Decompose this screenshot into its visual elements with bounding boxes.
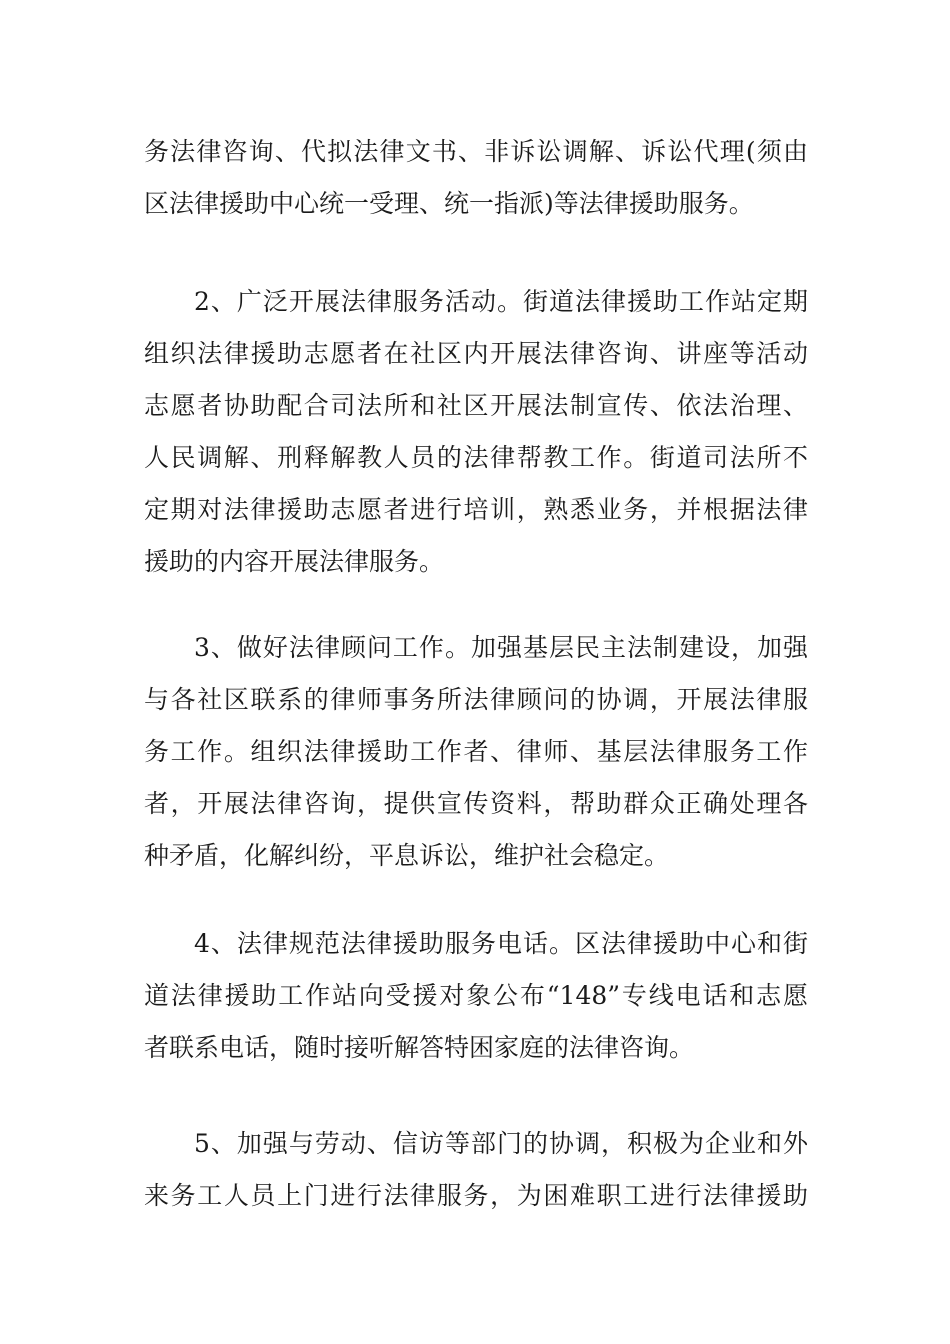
paragraph-line: 务工作。组织法律援助工作者、律师、基层法律服务工作 <box>144 737 808 766</box>
paragraph-line: 援助的内容开展法律服务。 <box>144 547 445 576</box>
paragraph-line: 4、法律规范法律援助服务电话。区法律援助中心和街 <box>194 929 808 958</box>
paragraph-line: 5、加强与劳动、信访等部门的协调，积极为企业和外 <box>194 1129 808 1158</box>
paragraph-line: 3、做好法律顾问工作。加强基层民主法制建设，加强 <box>194 633 808 662</box>
paragraph-line: 来务工人员上门进行法律服务，为困难职工进行法律援助 <box>144 1181 808 1210</box>
paragraph-5 <box>144 1118 808 1222</box>
paragraph-line: 与各社区联系的律师事务所法律顾问的协调，开展法律服 <box>144 685 808 714</box>
paragraph-line: 者联系电话，随时接听解答特困家庭的法律咨询。 <box>144 1033 695 1062</box>
paragraph-line: 人民调解、刑释解教人员的法律帮教工作。街道司法所不 <box>144 443 808 472</box>
paragraph-4 <box>144 918 808 1074</box>
paragraph-line: 志愿者协助配合司法所和社区开展法制宣传、依法治理、 <box>144 391 808 420</box>
paragraph-line: 定期对法律援助志愿者进行培训，熟悉业务，并根据法律 <box>144 495 808 524</box>
paragraph-line: 道法律援助工作站向受援对象公布“148”专线电话和志愿 <box>144 981 808 1010</box>
paragraph-line: 者，开展法律咨询，提供宣传资料，帮助群众正确处理各 <box>144 789 808 818</box>
paragraph-line: 2、广泛开展法律服务活动。街道法律援助工作站定期 <box>194 287 808 316</box>
paragraph-2 <box>144 276 808 588</box>
paragraph-1 <box>144 126 808 230</box>
paragraph-3 <box>144 622 808 882</box>
paragraph-line: 种矛盾，化解纠纷，平息诉讼，维护社会稳定。 <box>144 841 670 870</box>
paragraph-line: 务法律咨询、代拟法律文书、非诉讼调解、诉讼代理(须由 <box>144 137 808 166</box>
paragraph-line: 区法律援助中心统一受理、统一指派)等法律援助服务。 <box>144 189 754 218</box>
paragraph-line: 组织法律援助志愿者在社区内开展法律咨询、讲座等活动 <box>144 339 808 368</box>
